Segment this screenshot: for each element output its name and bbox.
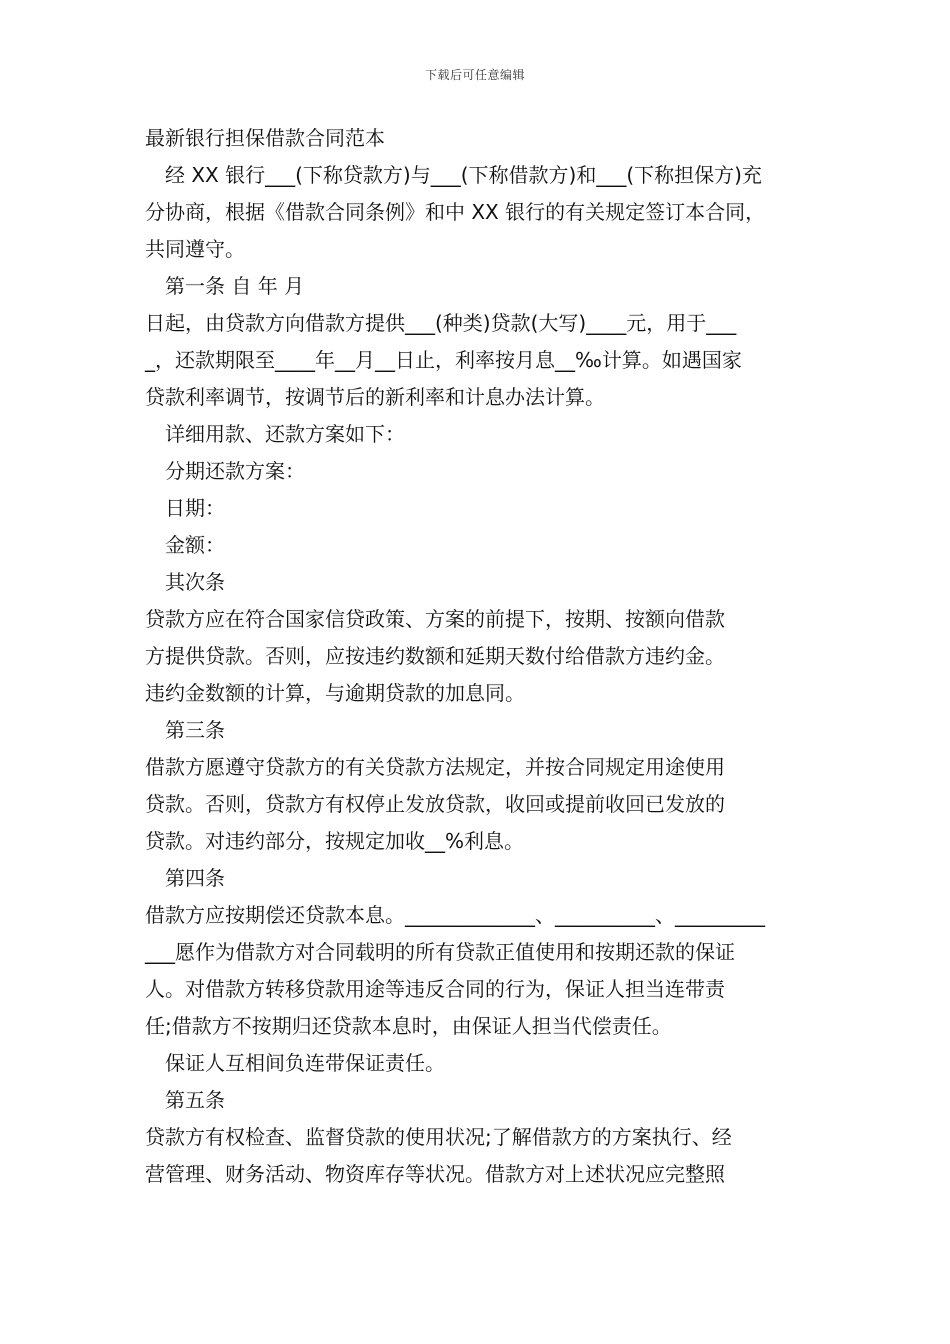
paragraph-line: 金额： — [165, 533, 225, 557]
paragraph-line: 人。对借款方转移贷款用途等违反合同的行为，保证人担当连带责 — [145, 977, 725, 1001]
paragraph-line: 方提供贷款。否则，应按违约数额和延期天数付给借款方违约金。 — [145, 644, 725, 668]
paragraph-line: _，还款期限至____年__月__日止，利率按月息__‰计算。如遇国家 — [145, 348, 742, 372]
article-heading: 第一条 自 年 月 — [165, 274, 305, 298]
paragraph-line: 贷款利率调节，按调节后的新利率和计息办法计算。 — [145, 385, 605, 409]
article-heading: 其次条 — [165, 570, 225, 594]
paragraph-line: 经 XX 银行___(下称贷款方)与___(下称借款方)和___(下称担保方)充 — [165, 163, 762, 187]
article-heading: 第四条 — [165, 866, 225, 890]
document-title: 最新银行担保借款合同范本 — [145, 126, 385, 150]
paragraph-line: 营管理、财务活动、物资库存等状况。借款方对上述状况应完整照 — [145, 1162, 725, 1186]
paragraph-line: 分协商，根据《借款合同条例》和中 XX 银行的有关规定签订本合同， — [145, 200, 766, 224]
paragraph-line: 贷款。对违约部分，按规定加收__%利息。 — [145, 829, 525, 853]
document-body — [145, 120, 813, 1193]
paragraph-line: 借款方应按期偿还贷款本息。_____________、__________、_________ — [145, 903, 765, 927]
article-heading: 第五条 — [165, 1088, 225, 1112]
paragraph-line: 分期还款方案： — [165, 459, 305, 483]
paragraph-line: 贷款。否则，贷款方有权停止发放贷款，收回或提前收回已发放的 — [145, 792, 725, 816]
paragraph-line: 共同遵守。 — [145, 237, 245, 261]
paragraph-line: 详细用款、还款方案如下： — [165, 422, 405, 446]
paragraph-line: ___愿作为借款方对合同载明的所有贷款正值使用和按期还款的保证 — [145, 940, 735, 964]
paragraph-line: 贷款方应在符合国家信贷政策、方案的前提下，按期、按额向借款 — [145, 607, 725, 631]
paragraph-line: 保证人互相间负连带保证责任。 — [165, 1051, 445, 1075]
paragraph-line: 任;借款方不按期归还贷款本息时，由保证人担当代偿责任。 — [145, 1014, 672, 1038]
page-header-note: 下载后可任意编辑 — [424, 68, 525, 82]
paragraph-line: 贷款方有权检查、监督贷款的使用状况;了解借款方的方案执行、经 — [145, 1125, 732, 1149]
paragraph-line: 日起，由贷款方向借款方提供___(种类)贷款(大写)____元，用于___ — [145, 311, 737, 335]
paragraph-line: 违约金数额的计算，与逾期贷款的加息同。 — [145, 681, 525, 705]
paragraph-line: 借款方愿遵守贷款方的有关贷款方法规定，并按合同规定用途使用 — [145, 755, 725, 779]
paragraph-line: 日期： — [165, 496, 225, 520]
article-heading: 第三条 — [165, 718, 225, 742]
